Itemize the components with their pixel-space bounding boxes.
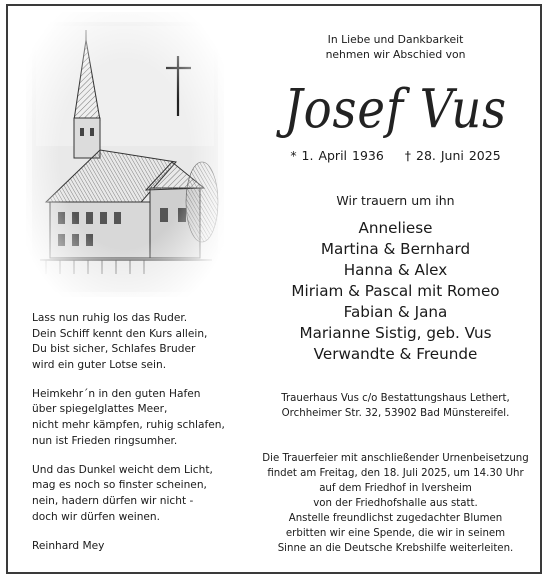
church-sketch-illustration <box>26 12 224 297</box>
ceremony-line: auf dem Friedhof in Iversheim <box>319 483 472 494</box>
poem-stanza <box>32 387 242 449</box>
deceased-name: Josef Vus <box>284 79 507 140</box>
poem-line: Du bist sicher, Schlafes Bruder <box>32 343 196 356</box>
mourning-line: Wir trauern um ihn <box>336 193 455 208</box>
poem-line: Lass nun ruhig los das Ruder. <box>32 312 188 324</box>
family-member: Marianne Sistig, geb. Vus <box>299 324 492 342</box>
intro-line: nehmen wir Abschied von <box>325 48 466 61</box>
ceremony-line: findet am Freitag, den 18. Juli 2025, um 14.30 Uhr <box>267 468 524 479</box>
family-member: Martina & Bernhard <box>320 240 471 258</box>
donation-line: Anstelle freundlichst zugedachter Blumen <box>288 513 503 524</box>
obituary-card <box>6 4 542 574</box>
poem-line: Dein Schiff kennt den Kurs allein, <box>32 327 208 340</box>
family-list <box>258 218 533 365</box>
family-member: Verwandte & Freunde <box>313 345 478 363</box>
death-date: † 28. Juni 2025 <box>404 148 501 163</box>
ceremony-line: Die Trauerfeier mit anschließender Urnenbeisetzung <box>262 453 529 464</box>
poem-line: wird ein guter Lotse sein. <box>32 358 167 371</box>
poem-line: über spiegelglattes Meer, <box>32 403 168 416</box>
poem-line: nicht mehr kämpfen, ruhig schlafen, <box>32 419 225 432</box>
poem-stanza <box>32 311 242 373</box>
family-member: Miriam & Pascal mit Romeo <box>291 282 500 300</box>
mourning-house <box>258 391 533 421</box>
donation-info <box>258 511 533 556</box>
donation-line: Sinne an die Deutsche Krebshilfe weiterleiten. <box>277 543 514 554</box>
ceremony-line: von der Friedhofshalle aus statt. <box>313 498 478 509</box>
intro-text <box>258 32 533 62</box>
life-dates <box>258 148 533 164</box>
poem-line: doch wir dürfen weinen. <box>32 510 161 523</box>
birth-date: * 1. April 1936 <box>290 148 384 163</box>
poem <box>32 311 242 554</box>
poem-line: mag es noch so finster scheinen, <box>32 479 207 492</box>
intro-line: In Liebe und Dankbarkeit <box>327 33 464 46</box>
house-line: Orchheimer Str. 32, 53902 Bad Münstereifel. <box>281 408 510 419</box>
poem-line: nun ist Frieden ringsumher. <box>32 434 178 447</box>
family-member: Hanna & Alex <box>343 261 448 279</box>
poem-line: Heimkehr´n in den guten Hafen <box>32 387 201 400</box>
poem-author: Reinhard Mey <box>32 539 105 552</box>
family-member: Fabian & Jana <box>343 303 448 321</box>
poem-stanza <box>32 463 242 525</box>
house-line: Trauerhaus Vus c/o Bestattungshaus Lethert, <box>281 393 510 404</box>
poem-line: Und das Dunkel weicht dem Licht, <box>32 463 213 476</box>
ceremony-info <box>258 451 533 511</box>
donation-line: erbitten wir eine Spende, die wir in seinem <box>285 528 506 539</box>
poem-line: nein, hadern dürfen wir nicht - <box>32 494 194 507</box>
family-member: Anneliese <box>358 219 433 237</box>
